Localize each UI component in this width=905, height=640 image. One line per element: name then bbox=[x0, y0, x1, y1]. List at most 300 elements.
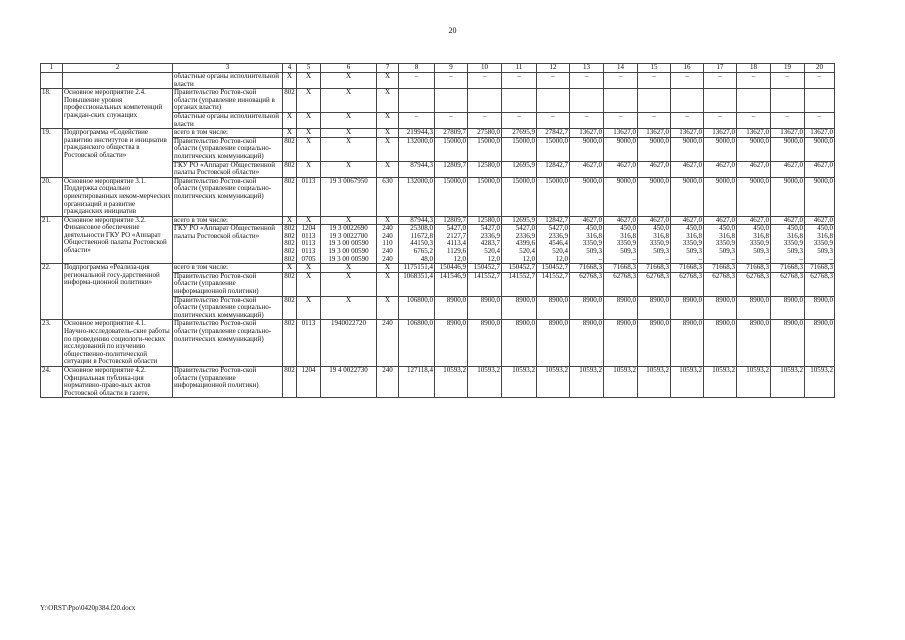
executor-cell: ГКУ РО «Аппарат Общественной палаты Ростовской области» bbox=[173, 161, 283, 177]
gov-code-cell: X bbox=[283, 129, 297, 138]
target-code-cell: X bbox=[321, 137, 377, 161]
table-row bbox=[41, 73, 835, 89]
target-code-cell: X bbox=[321, 216, 377, 225]
target-code-cell: X bbox=[321, 73, 377, 89]
amount-cell: 9000,0 bbox=[604, 137, 638, 161]
amount-cell: – bbox=[805, 73, 835, 89]
amount-cell: 71668,3 bbox=[805, 264, 835, 273]
row-number: 20. bbox=[41, 177, 63, 216]
amount-cell: 4627,0 bbox=[638, 161, 671, 177]
section-code-cell: X bbox=[297, 272, 321, 296]
column-number-6: 6 bbox=[321, 64, 377, 73]
section-code-cell: X bbox=[297, 161, 321, 177]
target-code-cell: X bbox=[321, 161, 377, 177]
column-number-14: 14 bbox=[604, 64, 638, 73]
table-row bbox=[41, 366, 835, 397]
column-number-3: 3 bbox=[173, 64, 283, 73]
amount-cell: 12809,7 bbox=[435, 161, 468, 177]
table-row bbox=[41, 177, 835, 216]
amount-cell: 71668,3 bbox=[671, 264, 704, 273]
amount-cell: 8900,0 bbox=[771, 320, 805, 367]
section-code-cell: X bbox=[297, 112, 321, 128]
section-code-cell: 0113 bbox=[297, 320, 321, 367]
amount-cell: – bbox=[604, 73, 638, 89]
amount-cell: 4627,0 bbox=[737, 161, 771, 177]
target-code-cell: X bbox=[321, 296, 377, 320]
amount-cell: 62768,3 bbox=[638, 272, 671, 296]
amount-cell: 62768,3 bbox=[604, 272, 638, 296]
amount-cell: – bbox=[805, 112, 835, 128]
section-code-cell: X bbox=[297, 137, 321, 161]
amount-cell: 4627,0 bbox=[671, 216, 704, 225]
amount-cell: 71668,3 bbox=[737, 264, 771, 273]
expense-type-cell: X bbox=[377, 129, 399, 138]
amount-cell bbox=[570, 89, 604, 113]
executor-cell: всего в том числе: bbox=[173, 216, 283, 225]
column-number-16: 16 bbox=[671, 64, 704, 73]
column-number-1: 1 bbox=[41, 64, 63, 73]
amount-cell: 9000,0 bbox=[604, 177, 638, 216]
amount-cell: 27695,9 bbox=[502, 129, 537, 138]
table-row bbox=[41, 129, 835, 138]
code-cell-c6: 19 3 0022690 19 3 0022700 19 3 00 00590 19 3 00 00590 19 3 00 00590 bbox=[321, 225, 377, 264]
amount-cell: 10593,2 bbox=[537, 366, 570, 397]
column-number-12: 12 bbox=[537, 64, 570, 73]
amount-cell: 4627,0 bbox=[570, 216, 604, 225]
amount-cell: – bbox=[771, 73, 805, 89]
target-code-cell: X bbox=[321, 264, 377, 273]
amount-cell: – bbox=[537, 73, 570, 89]
activity-name: Подпрограмма «Реализа-ция региональной госу-дарственной информа-ционной политики» bbox=[63, 264, 173, 320]
amount-cell: 5427,0 2336,9 4546,4 520,4 12,0 bbox=[537, 225, 570, 264]
column-number-2: 2 bbox=[63, 64, 173, 73]
amount-cell: 8900,0 bbox=[604, 296, 638, 320]
amount-cell: 9000,0 bbox=[638, 137, 671, 161]
expense-type-cell: X bbox=[377, 112, 399, 128]
amount-cell: 10593,2 bbox=[435, 366, 468, 397]
amount-cell: 10593,2 bbox=[671, 366, 704, 397]
amount-cell: – bbox=[671, 112, 704, 128]
amount-cell: 9000,0 bbox=[704, 137, 737, 161]
header-row bbox=[41, 64, 835, 73]
amount-cell: 4627,0 bbox=[771, 216, 805, 225]
amount-cell bbox=[399, 89, 435, 113]
amount-cell: 8900,0 bbox=[570, 296, 604, 320]
column-number-5: 5 bbox=[297, 64, 321, 73]
amount-cell: 4627,0 bbox=[805, 216, 835, 225]
amount-cell: 8900,0 bbox=[537, 320, 570, 367]
amount-cell: – bbox=[737, 112, 771, 128]
amount-cell: 12695,9 bbox=[502, 216, 537, 225]
amount-cell: – bbox=[638, 112, 671, 128]
gov-code-cell: X bbox=[283, 264, 297, 273]
amount-cell: – bbox=[771, 112, 805, 128]
amount-cell: 5427,0 2336,9 4283,7 520,4 12,0 bbox=[468, 225, 502, 264]
amount-cell: 150452,7 bbox=[468, 264, 502, 273]
amount-cell: 8900,0 bbox=[638, 296, 671, 320]
amount-cell: 15000,0 bbox=[435, 177, 468, 216]
section-code-cell: X bbox=[297, 216, 321, 225]
file-path-footer: Y:\ORST\Ppo\0420p384.f20.docx bbox=[40, 604, 136, 612]
amount-cell: 9000,0 bbox=[704, 177, 737, 216]
amount-cell: 9000,0 bbox=[570, 137, 604, 161]
section-code-cell: X bbox=[297, 73, 321, 89]
amount-cell: 141552,7 bbox=[502, 272, 537, 296]
column-number-20: 20 bbox=[805, 64, 835, 73]
amount-cell: 8900,0 bbox=[468, 296, 502, 320]
amount-cell: – bbox=[671, 73, 704, 89]
amount-cell bbox=[671, 89, 704, 113]
column-number-10: 10 bbox=[468, 64, 502, 73]
amount-cell: 10593,2 bbox=[502, 366, 537, 397]
amount-cell: 9000,0 bbox=[671, 177, 704, 216]
code-cell-c4: 802 802 802 802 802 bbox=[284, 224, 295, 263]
table-row bbox=[41, 216, 835, 225]
amount-cell: 13627,0 bbox=[704, 129, 737, 138]
column-number-8: 8 bbox=[399, 64, 435, 73]
amount-cell: 450,0 316,8 3350,9 509,3 – bbox=[570, 225, 604, 264]
amount-cell: 62768,3 bbox=[704, 272, 737, 296]
table-row bbox=[41, 89, 835, 113]
row-number: 18. bbox=[41, 89, 63, 129]
amount-cell: 9000,0 bbox=[570, 177, 604, 216]
amount-cell bbox=[435, 89, 468, 113]
amount-cell: 15000,0 bbox=[468, 177, 502, 216]
amount-cell: 15000,0 bbox=[468, 137, 502, 161]
amount-cell: – bbox=[399, 112, 435, 128]
amount-cell: 10593,2 bbox=[704, 366, 737, 397]
amount-cell: 450,0 316,8 3350,9 509,3 – bbox=[704, 225, 737, 264]
expense-type-cell: X bbox=[377, 73, 399, 89]
amount-cell: 8900,0 bbox=[805, 320, 835, 367]
amount-cell bbox=[537, 89, 570, 113]
amount-cell: 8900,0 bbox=[737, 320, 771, 367]
amount-cell: 1068351,4 bbox=[399, 272, 435, 296]
amount-cell bbox=[805, 89, 835, 113]
amount-cell: 150452,7 bbox=[502, 264, 537, 273]
column-number-4: 4 bbox=[283, 64, 297, 73]
amount-cell: 8900,0 bbox=[537, 296, 570, 320]
amount-cell: 9000,0 bbox=[737, 177, 771, 216]
amount-cell: 4627,0 bbox=[604, 216, 638, 225]
row-number: 21. bbox=[41, 216, 63, 264]
executor-cell: Правительство Ростов-ской области (управление социально-политических коммуникаций) bbox=[173, 320, 283, 367]
amount-cell: 71668,3 bbox=[570, 264, 604, 273]
amount-cell: 8900,0 bbox=[502, 320, 537, 367]
section-code-cell: X bbox=[297, 89, 321, 113]
amount-cell: – bbox=[537, 112, 570, 128]
amount-cell: 450,0 316,8 3350,9 509,3 – bbox=[737, 225, 771, 264]
amount-cell: 9000,0 bbox=[771, 177, 805, 216]
amount-cell: 13627,0 bbox=[604, 129, 638, 138]
executor-cell: областные органы исполнительной власти bbox=[173, 73, 283, 89]
amount-cell: 450,0 316,8 3350,9 509,3 – bbox=[638, 225, 671, 264]
amount-cell: 4627,0 bbox=[604, 161, 638, 177]
amount-cell: 10593,2 bbox=[805, 366, 835, 397]
column-number-18: 18 bbox=[737, 64, 771, 73]
row-number: 24. bbox=[41, 366, 63, 397]
amount-cell: 10593,2 bbox=[737, 366, 771, 397]
gov-code-cell: 802 bbox=[283, 177, 297, 216]
row-number: 23. bbox=[41, 320, 63, 367]
amount-cell: 13627,0 bbox=[737, 129, 771, 138]
activity-name: Основное мероприятие 4.2. Официальная публика-ция нормативно-право-вых актов Ростовской области в газете, bbox=[63, 366, 173, 397]
executor-cell: Правительство Ростов-ской области (управление социально-политических коммуникаций) bbox=[173, 296, 283, 320]
amount-cell: 450,0 316,8 3350,9 509,3 – bbox=[604, 225, 638, 264]
amount-cell: 450,0 316,8 3350,9 509,3 – bbox=[771, 225, 805, 264]
amount-cell: 8900,0 bbox=[771, 296, 805, 320]
amount-cell: – bbox=[435, 73, 468, 89]
amount-cell: 132000,0 bbox=[399, 177, 435, 216]
amount-cell: 71668,3 bbox=[704, 264, 737, 273]
amount-cell: 4627,0 bbox=[671, 161, 704, 177]
target-code-cell: 19 3 0067950 bbox=[321, 177, 377, 216]
activity-name bbox=[63, 73, 173, 89]
executor-cell: Правительство Ростов-ской области (управление информационной политики) bbox=[173, 272, 283, 296]
amount-cell: 8900,0 bbox=[638, 320, 671, 367]
column-number-19: 19 bbox=[771, 64, 805, 73]
target-code-cell: X bbox=[321, 272, 377, 296]
gov-code-cell: 802 bbox=[283, 366, 297, 397]
amount-cell: 219944,3 bbox=[399, 129, 435, 138]
amount-cell: 106800,0 bbox=[399, 296, 435, 320]
amount-cell: 141552,7 bbox=[537, 272, 570, 296]
amount-cell: 8900,0 bbox=[704, 296, 737, 320]
amount-cell: 4627,0 bbox=[638, 216, 671, 225]
amount-cell: 10593,2 bbox=[604, 366, 638, 397]
executor-cell: всего в том числе: bbox=[173, 264, 283, 273]
amount-cell: 15000,0 bbox=[502, 137, 537, 161]
amount-cell: 9000,0 bbox=[671, 137, 704, 161]
amount-cell: 13627,0 bbox=[671, 129, 704, 138]
column-number-17: 17 bbox=[704, 64, 737, 73]
executor-cell: Правительство Ростов-ской области (управление социально-политических коммуникаций) bbox=[173, 177, 283, 216]
expense-type-cell: X bbox=[377, 264, 399, 273]
executor-cell: Правительство Ростов-ской области (управление инноваций в органах власти) bbox=[173, 89, 283, 113]
amount-cell: 10593,2 bbox=[638, 366, 671, 397]
amount-cell: 4627,0 bbox=[570, 161, 604, 177]
amount-cell: – bbox=[704, 73, 737, 89]
amount-cell: 4627,0 bbox=[805, 161, 835, 177]
gov-code-cell: X bbox=[283, 216, 297, 225]
amount-cell: 9000,0 bbox=[805, 177, 835, 216]
page-number: 20 bbox=[448, 26, 457, 35]
expense-type-cell: 240 bbox=[377, 366, 399, 397]
row-number bbox=[41, 73, 63, 89]
expense-type-cell: X bbox=[377, 296, 399, 320]
activity-name: Основное мероприятие 3.1. Поддержка социально ориентированных неком-мерческих организаций и развитие гражданских инициатив bbox=[64, 177, 171, 216]
amount-cell: 62768,3 bbox=[805, 272, 835, 296]
amount-cell bbox=[604, 89, 638, 113]
section-code-cell: X bbox=[297, 129, 321, 138]
amount-cell: 9000,0 bbox=[737, 137, 771, 161]
amount-cell: – bbox=[435, 112, 468, 128]
column-number-15: 15 bbox=[638, 64, 671, 73]
amount-cell: 15000,0 bbox=[537, 137, 570, 161]
amount-cell: 141552,7 bbox=[468, 272, 502, 296]
gov-code-cell: 802 bbox=[283, 320, 297, 367]
amount-cell: 15000,0 bbox=[537, 177, 570, 216]
table-row bbox=[41, 320, 835, 367]
amount-cell: 150452,7 bbox=[537, 264, 570, 273]
amount-cell: 87944,3 bbox=[399, 161, 435, 177]
amount-cell: 62768,3 bbox=[771, 272, 805, 296]
section-code-cell: X bbox=[297, 264, 321, 273]
gov-code-cell: 802 bbox=[283, 272, 297, 296]
amount-cell: 10593,2 bbox=[771, 366, 805, 397]
row-number: 19. bbox=[41, 129, 63, 178]
amount-cell: 9000,0 bbox=[771, 137, 805, 161]
amount-cell: 8900,0 bbox=[671, 296, 704, 320]
amount-cell: 8900,0 bbox=[502, 296, 537, 320]
amount-cell: – bbox=[468, 112, 502, 128]
amount-cell: – bbox=[704, 112, 737, 128]
amount-cell: 15000,0 bbox=[435, 137, 468, 161]
amount-cell: 12695,9 bbox=[502, 161, 537, 177]
table-row bbox=[41, 264, 835, 273]
amount-cell: 4627,0 bbox=[737, 216, 771, 225]
amount-cell: 4627,0 bbox=[704, 216, 737, 225]
amount-cell: 132000,0 bbox=[399, 137, 435, 161]
amount-cell: 5427,0 2127,7 4113,4 1129,6 12,0 bbox=[435, 225, 468, 264]
amount-cell: 10593,2 bbox=[570, 366, 604, 397]
amount-cell: 12842,7 bbox=[537, 161, 570, 177]
target-code-cell: 19 4 0022730 bbox=[321, 366, 377, 397]
amount-cell: 62768,3 bbox=[570, 272, 604, 296]
amount-cell: 8900,0 bbox=[604, 320, 638, 367]
target-code-cell: X bbox=[321, 112, 377, 128]
amount-cell: 8900,0 bbox=[435, 296, 468, 320]
amount-cell: 27580,0 bbox=[468, 129, 502, 138]
activity-name: Основное мероприятие 2.4. Повышение уровня профессиональных компетенций граждан-ских служащих bbox=[63, 89, 173, 129]
amount-cell: 13627,0 bbox=[570, 129, 604, 138]
executor-cell: ГКУ РО «Аппарат Общественной палаты Ростовской области» bbox=[173, 225, 283, 264]
target-code-cell: 1940022720 bbox=[321, 320, 377, 367]
amount-cell bbox=[704, 89, 737, 113]
amount-cell: 13627,0 bbox=[638, 129, 671, 138]
amount-cell: 8900,0 bbox=[704, 320, 737, 367]
section-code-cell: 1204 bbox=[297, 366, 321, 397]
expense-type-cell: X bbox=[377, 89, 399, 113]
amount-cell: – bbox=[570, 112, 604, 128]
column-number-13: 13 bbox=[570, 64, 604, 73]
amount-cell: 27809,7 bbox=[435, 129, 468, 138]
amount-cell: 8900,0 bbox=[435, 320, 468, 367]
gov-code-cell: 802 bbox=[283, 89, 297, 113]
gov-code-cell: 802 bbox=[283, 161, 297, 177]
amount-cell: – bbox=[468, 73, 502, 89]
amount-cell bbox=[638, 89, 671, 113]
amount-cell: 141546,9 bbox=[435, 272, 468, 296]
amount-cell: 9000,0 bbox=[805, 137, 835, 161]
amount-cell: 10593,2 bbox=[468, 366, 502, 397]
amount-cell: 12580,0 bbox=[468, 216, 502, 225]
row-number: 22. bbox=[41, 264, 63, 320]
amount-cell: 150446,9 bbox=[435, 264, 468, 273]
executor-cell: Правительство Ростов-ской области (управление информационной политики) bbox=[173, 366, 283, 397]
expense-type-cell: X bbox=[377, 272, 399, 296]
amount-cell: 1175151,4 bbox=[399, 264, 435, 273]
gov-code-cell: X bbox=[283, 112, 297, 128]
executor-cell: Правительство Ростов-ской области (управление социально-политических коммуникаций) bbox=[173, 137, 283, 161]
activity-name: Подпрограмма «Содействие развитию институтов и инициатив гражданского общества в Ростовской области» bbox=[63, 129, 173, 178]
column-number-7: 7 bbox=[377, 64, 399, 73]
expense-type-cell: X bbox=[377, 161, 399, 177]
code-cell-c7: 240 240 110 240 240 bbox=[377, 225, 399, 264]
expense-type-cell: X bbox=[377, 216, 399, 225]
amount-cell: 12809,7 bbox=[435, 216, 468, 225]
amount-cell: 127118,4 bbox=[399, 366, 435, 397]
amount-cell: 62768,3 bbox=[737, 272, 771, 296]
expense-type-cell: 630 bbox=[377, 177, 399, 216]
amount-cell bbox=[502, 89, 537, 113]
amount-cell: 25308,0 11672,8 44150,3 6765,2 48,0 bbox=[399, 225, 435, 264]
amount-cell: 8900,0 bbox=[671, 320, 704, 367]
amount-cell: 8900,0 bbox=[570, 320, 604, 367]
code-cell-c5: 1204 0113 0113 0113 0705 bbox=[297, 225, 321, 264]
column-number-9: 9 bbox=[435, 64, 468, 73]
amount-cell: 8900,0 bbox=[805, 296, 835, 320]
amount-cell: 5427,0 2336,9 4399,6 520,4 12,0 bbox=[502, 225, 537, 264]
budget-table bbox=[40, 63, 835, 398]
amount-cell: 4627,0 bbox=[771, 161, 805, 177]
amount-cell: 71668,3 bbox=[638, 264, 671, 273]
amount-cell: 12842,7 bbox=[537, 216, 570, 225]
amount-cell: 15000,0 bbox=[502, 177, 537, 216]
gov-code-cell: 802 bbox=[283, 296, 297, 320]
amount-cell bbox=[737, 89, 771, 113]
amount-cell: 106800,0 bbox=[399, 320, 435, 367]
amount-cell: 9000,0 bbox=[638, 177, 671, 216]
amount-cell bbox=[468, 89, 502, 113]
column-number-11: 11 bbox=[502, 64, 537, 73]
amount-cell: 8900,0 bbox=[468, 320, 502, 367]
activity-name: Основное мероприятие 4.1. Научно-исследователь-ские работы по проведению социологи-ческих исследований по изучению общественно-политической ситуации в Ростовской области bbox=[63, 320, 173, 367]
target-code-cell: X bbox=[321, 129, 377, 138]
amount-cell: 450,0 316,8 3350,9 509,3 – bbox=[805, 225, 835, 264]
amount-cell: 27842,7 bbox=[537, 129, 570, 138]
amount-cell: – bbox=[570, 73, 604, 89]
amount-cell: 8900,0 bbox=[737, 296, 771, 320]
amount-cell: – bbox=[638, 73, 671, 89]
section-code-cell: X bbox=[297, 296, 321, 320]
amount-cell: 4627,0 bbox=[704, 161, 737, 177]
executor-cell: всего в том числе: bbox=[173, 129, 283, 138]
amount-cell: 12580,0 bbox=[468, 161, 502, 177]
amount-cell bbox=[771, 89, 805, 113]
amount-cell: – bbox=[502, 112, 537, 128]
amount-cell: 450,0 316,8 3350,9 509,3 – bbox=[671, 225, 704, 264]
amount-cell: 71668,3 bbox=[604, 264, 638, 273]
gov-code-cell: X bbox=[283, 73, 297, 89]
activity-name: Основное мероприятие 3.2. Финансовое обеспечение деятельности ГКУ РО «Аппарат Общественной палаты Ростовской области» bbox=[63, 216, 173, 264]
target-code-cell: X bbox=[321, 89, 377, 113]
expense-type-cell: X bbox=[377, 137, 399, 161]
executor-cell: областные органы исполнительной власти bbox=[173, 112, 283, 128]
amount-cell: 62768,3 bbox=[671, 272, 704, 296]
amount-cell: – bbox=[604, 112, 638, 128]
amount-cell: 71668,3 bbox=[771, 264, 805, 273]
amount-cell: – bbox=[737, 73, 771, 89]
expense-type-cell: 240 bbox=[377, 320, 399, 367]
amount-cell: 87944,3 bbox=[399, 216, 435, 225]
amount-cell: – bbox=[399, 73, 435, 89]
amount-cell: 13627,0 bbox=[771, 129, 805, 138]
amount-cell: – bbox=[502, 73, 537, 89]
gov-code-cell: 802 bbox=[283, 137, 297, 161]
amount-cell: 13627,0 bbox=[805, 129, 835, 138]
section-code-cell: 0113 bbox=[297, 177, 321, 216]
